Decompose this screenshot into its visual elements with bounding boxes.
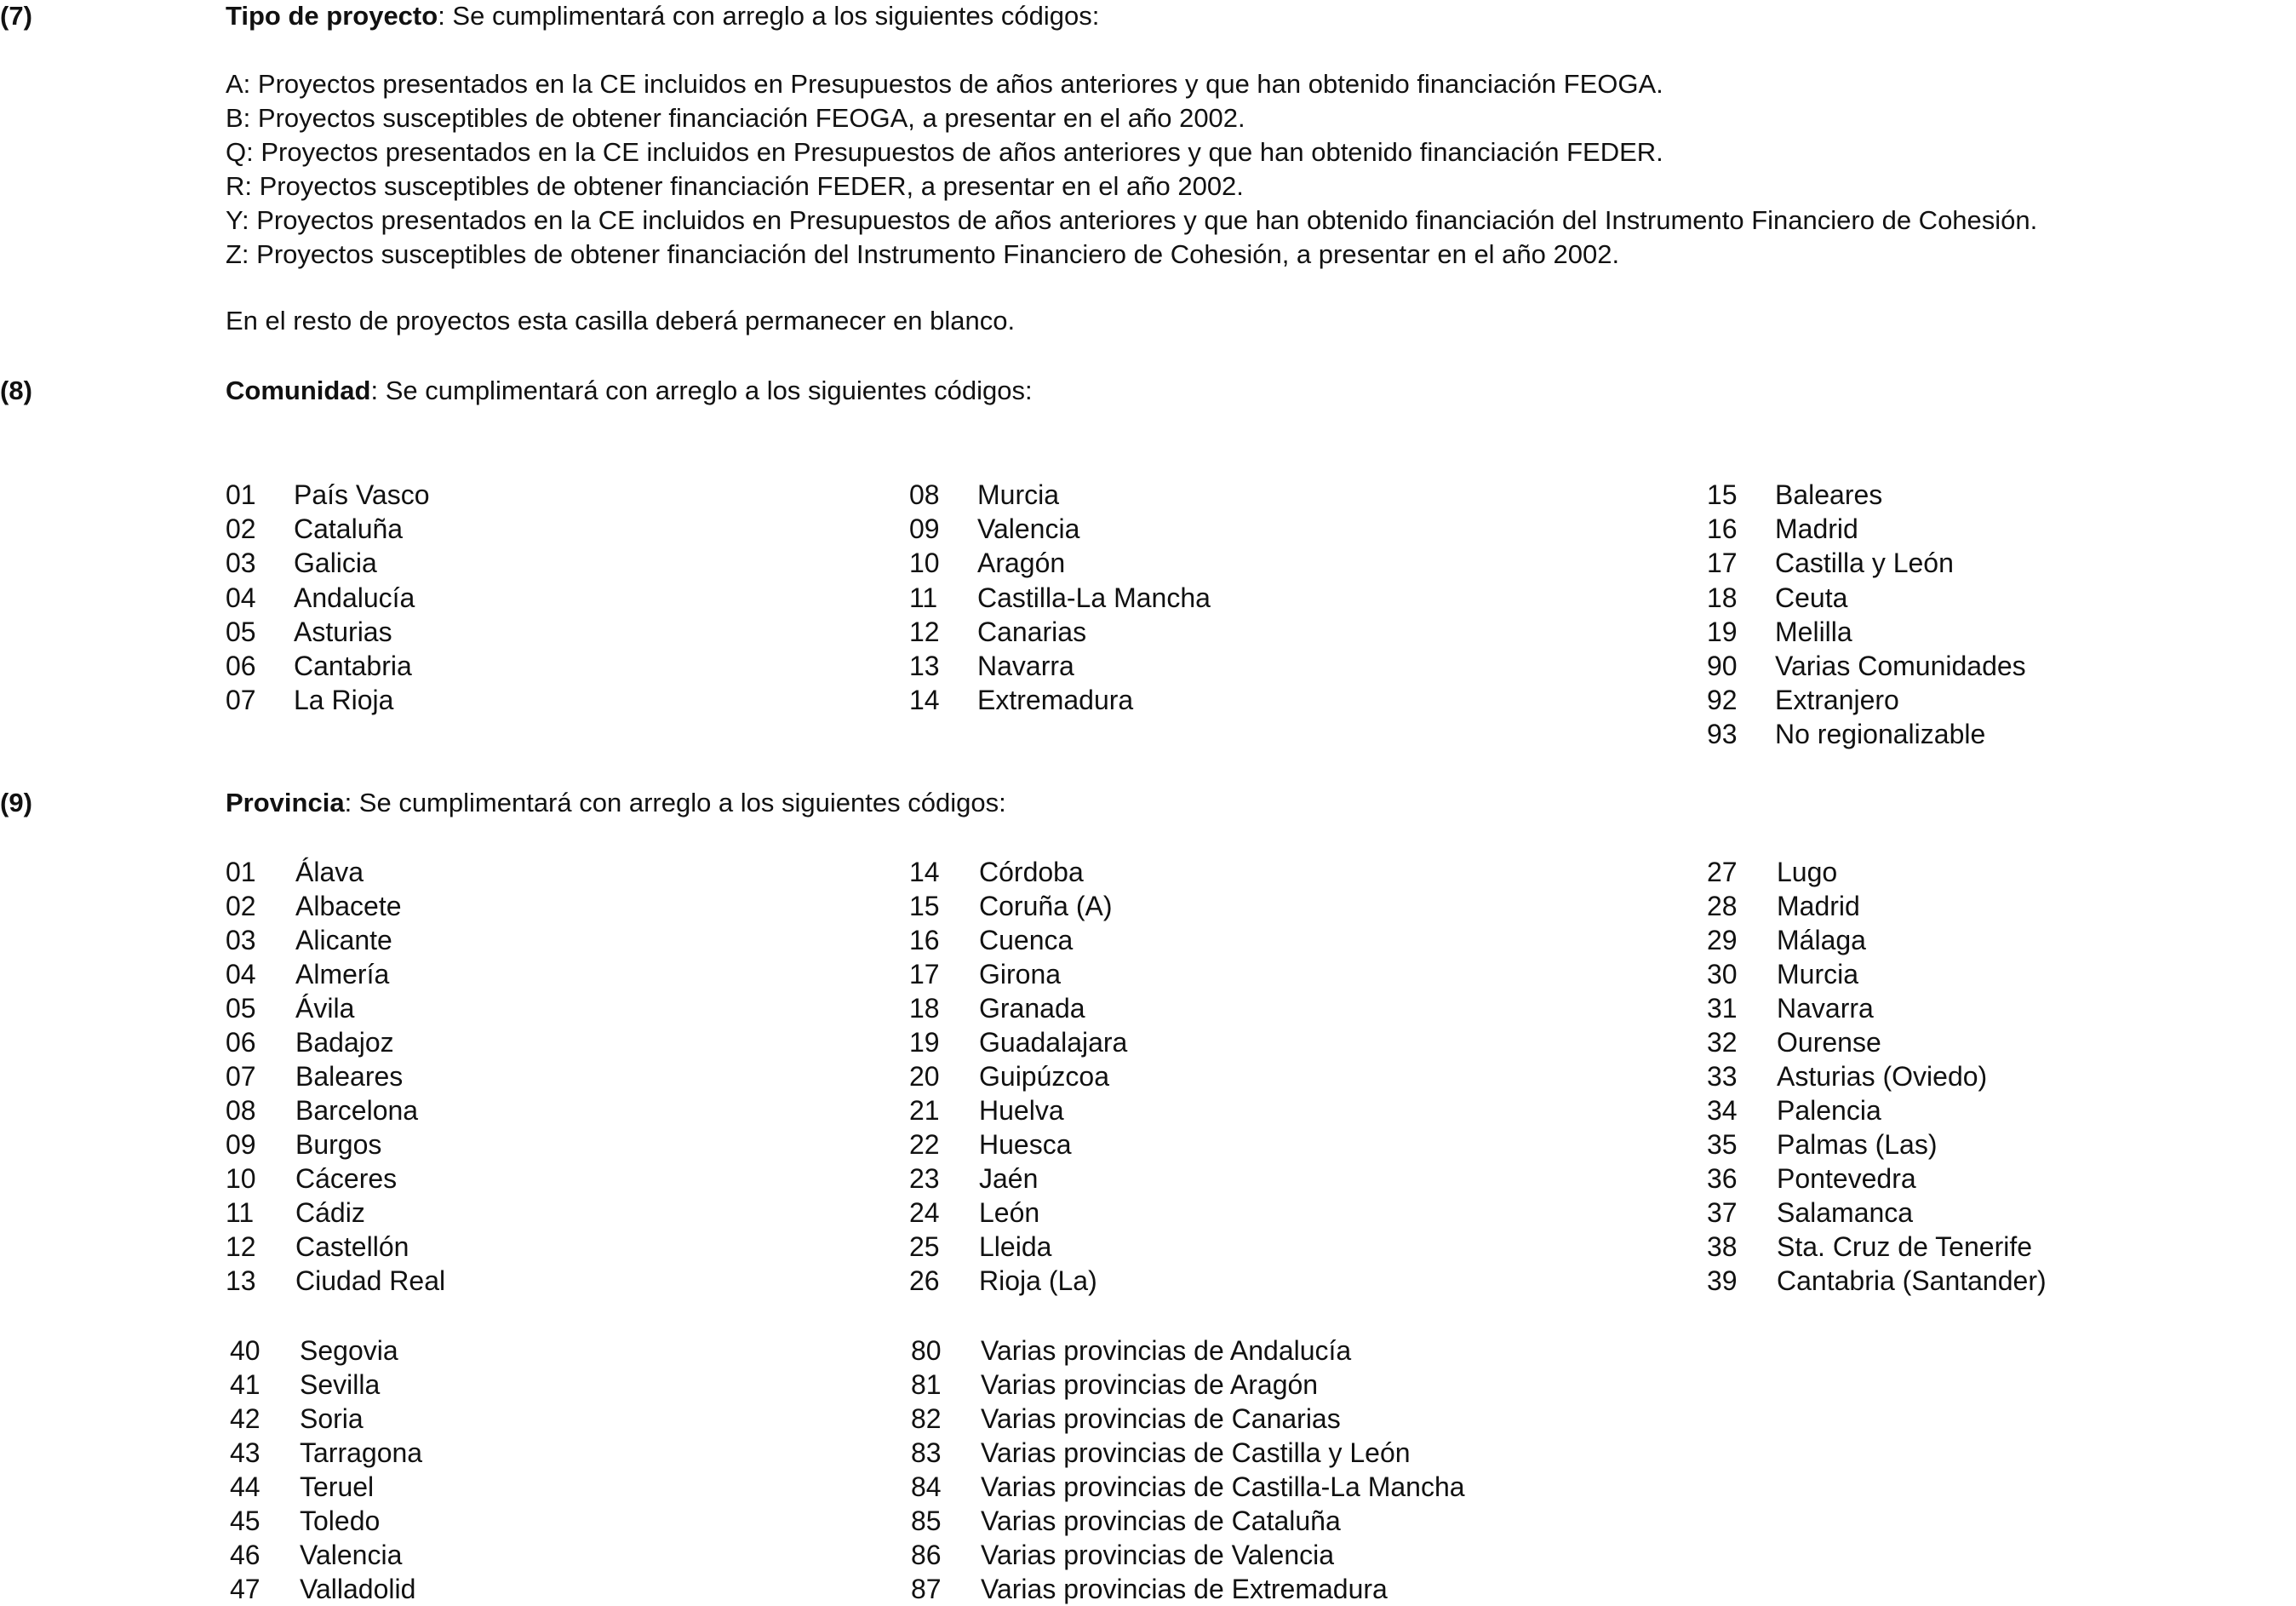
list-item-name: Cantabria bbox=[294, 651, 412, 681]
list-item-name: Rioja (La) bbox=[979, 1265, 1097, 1296]
section-9-heading-bold: Provincia bbox=[226, 788, 345, 817]
list-item-code: 16 bbox=[1707, 513, 1738, 545]
list-item-code: 26 bbox=[909, 1265, 940, 1296]
list-item-name: Almería bbox=[295, 959, 390, 989]
list-item-name: Andalucía bbox=[294, 582, 415, 613]
list-item-code: 18 bbox=[1707, 582, 1738, 613]
list-item-name: Ourense bbox=[1777, 1027, 1881, 1058]
list-item-code: 90 bbox=[1707, 651, 1738, 681]
list-item-code: 02 bbox=[226, 891, 256, 921]
list-item-name: Varias provincias de Aragón bbox=[981, 1369, 1319, 1400]
list-item-code: 38 bbox=[1707, 1231, 1738, 1262]
list-item-code: 06 bbox=[226, 1027, 256, 1058]
list-item-code: 87 bbox=[911, 1574, 942, 1604]
list-item-code: 05 bbox=[226, 616, 256, 647]
list-item-code: 28 bbox=[1707, 891, 1738, 921]
list-item-name: Murcia bbox=[1777, 959, 1859, 989]
list-item-name: Varias Comunidades bbox=[1775, 651, 2026, 681]
list-item-code: 92 bbox=[1707, 685, 1738, 716]
list-item-name: Baleares bbox=[295, 1061, 404, 1092]
list-item-name: Varias provincias de Castilla-La Mancha bbox=[981, 1471, 1465, 1502]
list-item-name: Cataluña bbox=[294, 513, 404, 545]
list-item-code: 03 bbox=[226, 925, 256, 955]
list-item-code: 05 bbox=[226, 993, 256, 1024]
section-7-note: En el resto de proyectos esta casilla deberá permanecer en blanco. bbox=[226, 306, 1016, 336]
list-item-code: 80 bbox=[911, 1335, 942, 1366]
list-item-name: Lleida bbox=[979, 1231, 1052, 1262]
list-item-name: Palencia bbox=[1777, 1095, 1881, 1126]
list-item-code: 09 bbox=[909, 513, 940, 545]
list-item-code: 14 bbox=[909, 857, 940, 887]
list-item-code: 27 bbox=[1707, 857, 1738, 887]
list-item-name: No regionalizable bbox=[1775, 719, 1986, 750]
list-item-code: 46 bbox=[230, 1540, 261, 1570]
list-item-name: Varias provincias de Cataluña bbox=[981, 1506, 1341, 1536]
list-item-code: 37 bbox=[1707, 1197, 1738, 1228]
list-item-code: 10 bbox=[226, 1163, 256, 1194]
list-item-name: Baleares bbox=[1775, 479, 1883, 510]
list-item-code: 08 bbox=[909, 479, 940, 510]
list-item-code: 31 bbox=[1707, 993, 1738, 1024]
list-item-name: Aragón bbox=[977, 548, 1066, 579]
list-item-code: 84 bbox=[911, 1471, 942, 1502]
list-item-name: Castilla y León bbox=[1775, 548, 1954, 579]
list-item-name: País Vasco bbox=[294, 479, 430, 510]
list-item-code: 81 bbox=[911, 1369, 942, 1400]
project-type-item: R: Proyectos susceptibles de obtener financiación FEDER, a presentar en el año 2002. bbox=[226, 171, 1244, 201]
list-item-name: Albacete bbox=[295, 891, 402, 921]
list-item-name: Cáceres bbox=[295, 1163, 398, 1194]
list-item-code: 01 bbox=[226, 857, 256, 887]
list-item-name: Lugo bbox=[1777, 857, 1838, 887]
list-item-code: 15 bbox=[909, 891, 940, 921]
list-item-name: Ávila bbox=[295, 993, 355, 1024]
list-item-code: 16 bbox=[909, 925, 940, 955]
list-item-name: Valladolid bbox=[300, 1574, 416, 1604]
list-item-name: Madrid bbox=[1777, 891, 1860, 921]
list-item-code: 93 bbox=[1707, 719, 1738, 750]
list-item-name: Teruel bbox=[300, 1471, 375, 1502]
list-item-name: Sta. Cruz de Tenerife bbox=[1777, 1231, 2033, 1262]
list-item-code: 40 bbox=[230, 1335, 261, 1366]
section-7-heading bbox=[226, 0, 1099, 32]
list-item-code: 12 bbox=[909, 616, 940, 647]
list-item-code: 33 bbox=[1707, 1061, 1738, 1092]
list-item-name: Pontevedra bbox=[1777, 1163, 1916, 1194]
list-item-name: Álava bbox=[295, 857, 364, 887]
list-item-code: 21 bbox=[909, 1095, 940, 1126]
list-item-name: Barcelona bbox=[295, 1095, 419, 1126]
list-item-name: Varias provincias de Andalucía bbox=[981, 1335, 1352, 1366]
list-item-code: 35 bbox=[1707, 1129, 1738, 1160]
list-item-code: 24 bbox=[909, 1197, 940, 1228]
list-item-name: Burgos bbox=[295, 1129, 382, 1160]
list-item-code: 03 bbox=[226, 548, 256, 579]
project-type-item: A: Proyectos presentados en la CE incluidos en Presupuestos de años anteriores y que han obtenido financiación FEOGA. bbox=[226, 69, 1663, 99]
list-item-name: Coruña (A) bbox=[979, 891, 1113, 921]
list-item-name: Cuenca bbox=[979, 925, 1074, 955]
list-item-code: 41 bbox=[230, 1369, 261, 1400]
list-item-name: Badajoz bbox=[295, 1027, 394, 1058]
list-item-code: 10 bbox=[909, 548, 940, 579]
list-item-name: Extranjero bbox=[1775, 685, 1899, 716]
list-item-name: Palmas (Las) bbox=[1777, 1129, 1938, 1160]
list-item-code: 20 bbox=[909, 1061, 940, 1092]
list-item-name: Granada bbox=[979, 993, 1085, 1024]
list-item-code: 07 bbox=[226, 685, 256, 716]
list-item-code: 82 bbox=[911, 1403, 942, 1434]
list-item-name: Tarragona bbox=[300, 1437, 423, 1468]
list-item-name: Huelva bbox=[979, 1095, 1064, 1126]
list-item-code: 01 bbox=[226, 479, 256, 510]
section-8-number: (8) bbox=[0, 376, 32, 405]
list-item-name: La Rioja bbox=[294, 685, 394, 716]
project-type-item: Z: Proyectos susceptibles de obtener financiación del Instrumento Financiero de Cohesión, a presentar en el año 2002. bbox=[226, 239, 1620, 269]
list-item-code: 17 bbox=[909, 959, 940, 989]
list-item-code: 19 bbox=[1707, 616, 1738, 647]
list-item-name: Ceuta bbox=[1775, 582, 1848, 613]
list-item-name: Valencia bbox=[977, 513, 1080, 545]
list-item-name: Melilla bbox=[1775, 616, 1852, 647]
list-item-name: Guipúzcoa bbox=[979, 1061, 1109, 1092]
list-item-name: Cantabria (Santander) bbox=[1777, 1265, 2047, 1296]
section-8-heading-bold: Comunidad bbox=[226, 376, 371, 405]
list-item-code: 13 bbox=[909, 651, 940, 681]
list-item-name: Varias provincias de Extremadura bbox=[981, 1574, 1388, 1604]
list-item-name: Galicia bbox=[294, 548, 377, 579]
list-item-code: 47 bbox=[230, 1574, 261, 1604]
list-item-name: Valencia bbox=[300, 1540, 403, 1570]
list-item-code: 04 bbox=[226, 959, 256, 989]
section-7-heading-rest: : Se cumplimentará con arreglo a los siguientes códigos: bbox=[438, 1, 1100, 31]
list-item-name: Guadalajara bbox=[979, 1027, 1128, 1058]
list-item-code: 09 bbox=[226, 1129, 256, 1160]
list-item-name: León bbox=[979, 1197, 1040, 1228]
project-type-item: Y: Proyectos presentados en la CE incluidos en Presupuestos de años anteriores y que han obtenido financiación del Instrumento Financiero de Cohesión. bbox=[226, 205, 2038, 235]
list-item-name: Navarra bbox=[1777, 993, 1874, 1024]
list-item-code: 14 bbox=[909, 685, 940, 716]
list-item-name: Segovia bbox=[300, 1335, 398, 1366]
list-item-code: 15 bbox=[1707, 479, 1738, 510]
list-item-name: Toledo bbox=[300, 1506, 381, 1536]
list-item-code: 44 bbox=[230, 1471, 261, 1502]
list-item-code: 34 bbox=[1707, 1095, 1738, 1126]
list-item-name: Castilla-La Mancha bbox=[977, 582, 1211, 613]
list-item-name: Jaén bbox=[979, 1163, 1039, 1194]
list-item-name: Varias provincias de Canarias bbox=[981, 1403, 1341, 1434]
section-7-number: (7) bbox=[0, 1, 32, 31]
list-item-code: 23 bbox=[909, 1163, 940, 1194]
project-type-item: Q: Proyectos presentados en la CE incluidos en Presupuestos de años anteriores y que han obtenido financiación FEDER. bbox=[226, 137, 1663, 167]
list-item-code: 22 bbox=[909, 1129, 940, 1160]
list-item-name: Sevilla bbox=[300, 1369, 381, 1400]
list-item-name: Navarra bbox=[977, 651, 1074, 681]
list-item-name: Girona bbox=[979, 959, 1062, 989]
list-item-code: 13 bbox=[226, 1265, 256, 1296]
list-item-code: 45 bbox=[230, 1506, 261, 1536]
project-type-item: B: Proyectos susceptibles de obtener financiación FEOGA, a presentar en el año 2002. bbox=[226, 103, 1245, 133]
list-item-code: 39 bbox=[1707, 1265, 1738, 1296]
section-7-heading-bold: Tipo de proyecto bbox=[226, 1, 438, 31]
list-item-name: Asturias (Oviedo) bbox=[1777, 1061, 1988, 1092]
list-item-code: 86 bbox=[911, 1540, 942, 1570]
list-item-name: Alicante bbox=[295, 925, 392, 955]
list-item-name: Canarias bbox=[977, 616, 1087, 647]
list-item-name: Asturias bbox=[294, 616, 392, 647]
list-item-code: 42 bbox=[230, 1403, 261, 1434]
list-item-code: 17 bbox=[1707, 548, 1738, 579]
list-item-code: 12 bbox=[226, 1231, 256, 1262]
list-item-code: 85 bbox=[911, 1506, 942, 1536]
list-item-code: 18 bbox=[909, 993, 940, 1024]
list-item-name: Ciudad Real bbox=[295, 1265, 446, 1296]
list-item-code: 06 bbox=[226, 651, 256, 681]
list-item-name: Soria bbox=[300, 1403, 364, 1434]
list-item-code: 07 bbox=[226, 1061, 256, 1092]
list-item-name: Córdoba bbox=[979, 857, 1084, 887]
list-item-name: Castellón bbox=[295, 1231, 409, 1262]
list-item-code: 29 bbox=[1707, 925, 1738, 955]
list-item-code: 11 bbox=[226, 1197, 255, 1228]
list-item-code: 02 bbox=[226, 513, 256, 545]
list-item-name: Extremadura bbox=[977, 685, 1134, 716]
list-item-code: 83 bbox=[911, 1437, 942, 1468]
section-9-heading-rest: : Se cumplimentará con arreglo a los siguientes códigos: bbox=[344, 788, 1006, 817]
list-item-code: 19 bbox=[909, 1027, 940, 1058]
section-8-heading-rest: : Se cumplimentará con arreglo a los siguientes códigos: bbox=[370, 376, 1033, 405]
list-item-code: 11 bbox=[909, 582, 938, 613]
list-item-code: 30 bbox=[1707, 959, 1738, 989]
list-item-code: 32 bbox=[1707, 1027, 1738, 1058]
section-8-heading bbox=[226, 375, 1033, 407]
list-item-name: Salamanca bbox=[1777, 1197, 1914, 1228]
list-item-code: 08 bbox=[226, 1095, 256, 1126]
list-item-code: 04 bbox=[226, 582, 256, 613]
list-item-name: Murcia bbox=[977, 479, 1060, 510]
section-9-heading bbox=[226, 787, 1006, 819]
list-item-name: Madrid bbox=[1775, 513, 1858, 545]
list-item-name: Varias provincias de Castilla y León bbox=[981, 1437, 1411, 1468]
list-item-name: Varias provincias de Valencia bbox=[981, 1540, 1335, 1570]
list-item-code: 36 bbox=[1707, 1163, 1738, 1194]
list-item-code: 25 bbox=[909, 1231, 940, 1262]
list-item-name: Málaga bbox=[1777, 925, 1866, 955]
list-item-code: 43 bbox=[230, 1437, 261, 1468]
list-item-name: Huesca bbox=[979, 1129, 1072, 1160]
list-item-name: Cádiz bbox=[295, 1197, 365, 1228]
section-9-number: (9) bbox=[0, 788, 32, 817]
